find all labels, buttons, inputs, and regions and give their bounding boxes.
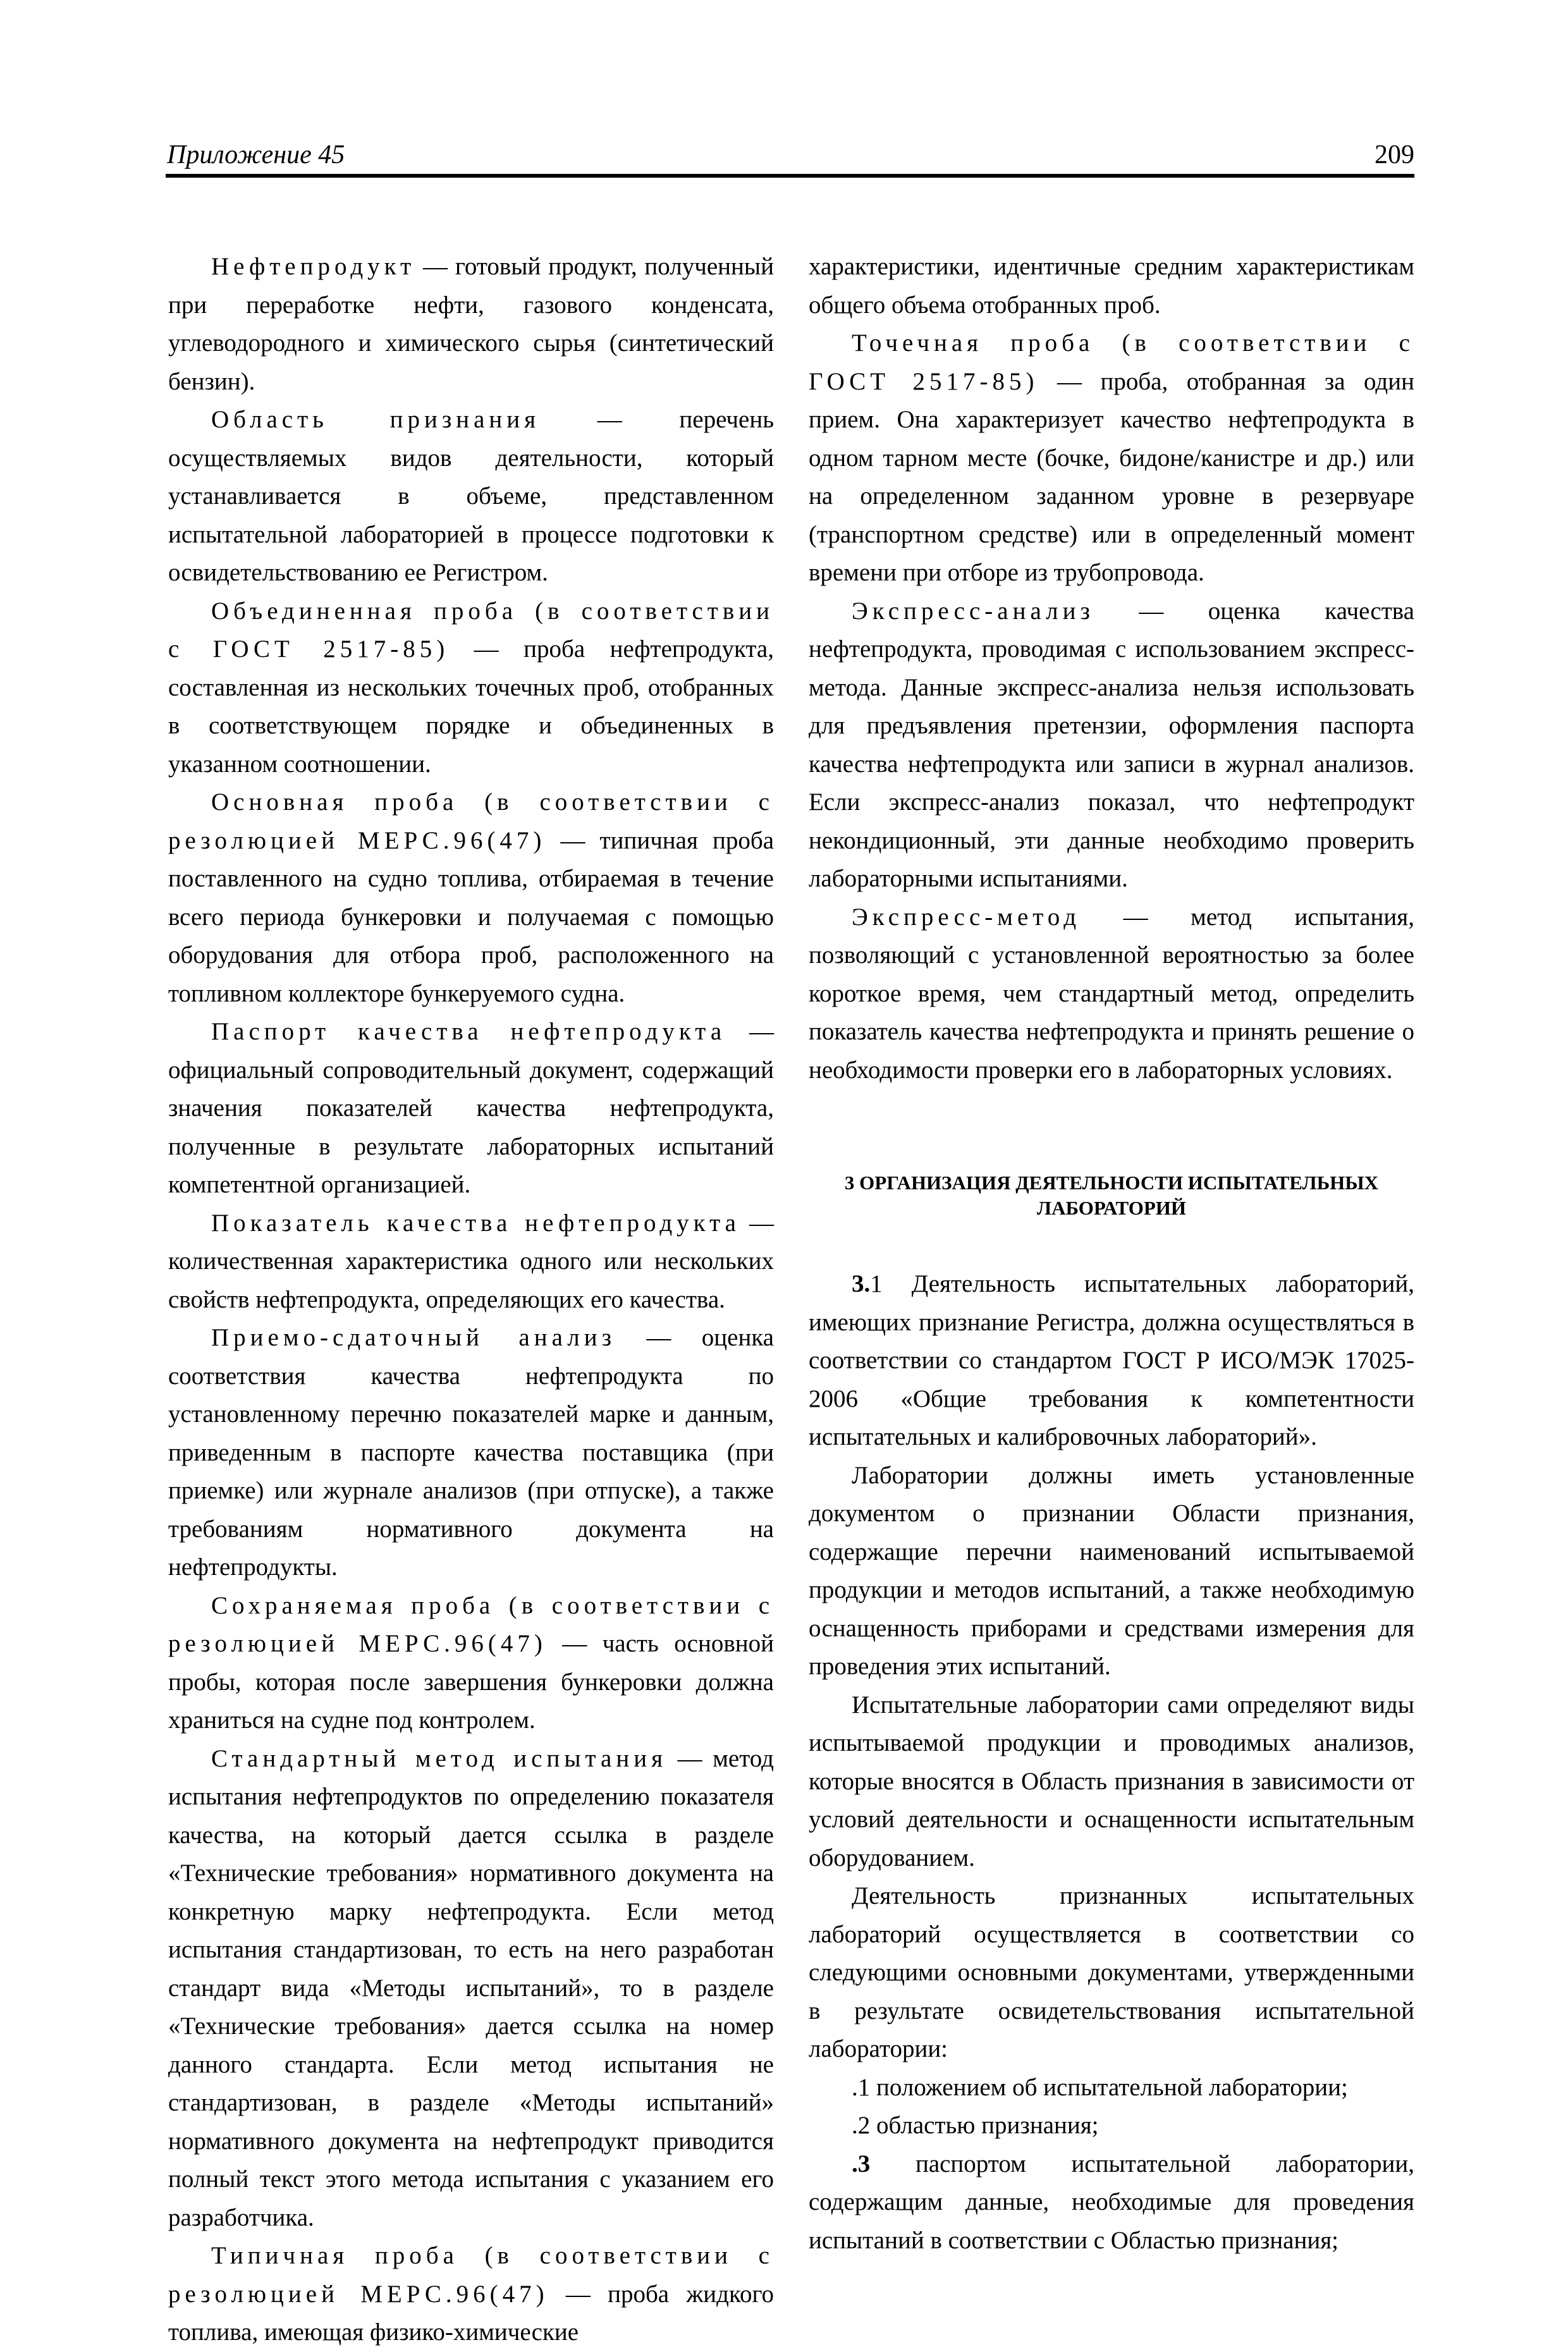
defined-term: Основная проба (в соответствии с резолюцией МЕРС.96(47): [168, 788, 774, 854]
definition-paragraph: [168, 1587, 774, 1740]
clause-text: 1 Деятельность испытательных лабораторий, имеющих признание Регистра, должна осуществляться в соответствии со стандартом ГОСТ Р ИСО/МЭК 17025-2006 «Общие требования к компетентности испытательных и калибровочных лабораторий».: [809, 1270, 1414, 1450]
list-item: [809, 2107, 1414, 2145]
section-heading: 3 ОРГАНИЗАЦИЯ ДЕЯТЕЛЬНОСТИ ИСПЫТАТЕЛЬНЫХ ЛАБОРАТОРИЙ: [844, 1172, 1379, 1219]
definition-paragraph: [168, 1740, 774, 2238]
definition-text: — часть основной пробы, которая после завершения бункеровки должна храниться на судне под контролем.: [168, 1630, 774, 1734]
definition-text: — проба, отобранная за один прием. Она характеризует качество нефтепродукта в одном тарном месте (бочке, бидоне/канистре и др.) или на определенном заданном уровне в резервуаре (транспортном средстве) или в определенный момент времени при отборе из трубопровода.: [809, 367, 1414, 586]
definition-text: — официальный сопроводительный документ, содержащий значения показателей качества нефтепродукта, полученные в результате лабораторных испытаний компетентной организацией.: [168, 1018, 774, 1198]
defined-term: Точечная проба (в соответствии с ГОСТ 2517-85): [809, 329, 1414, 395]
body-paragraph: Испытательные лаборатории сами определяют виды испытываемой продукции и проводимых анализов, которые вносятся в Область признания в зависимости от условий деятельности и оснащенности испытательным оборудованием.: [809, 1691, 1414, 1871]
defined-term: Экспресс-метод: [852, 903, 1081, 931]
definition-paragraph: [168, 1013, 774, 1204]
definition-text: — проба нефтепродукта, составленная из нескольких точечных проб, отобранных в соответствующем порядке и объединенных в указанном соотношении.: [168, 635, 774, 778]
definition-text: — оценка соответствия качества нефтепродукта по установленному перечню показателей марке и данным, приведенным в паспорте качества поставщика (при приемке) или журнале анализов (при отпуске), а также требованиям нормативного документа на нефтепродукты.: [168, 1324, 774, 1581]
continuation-paragraph: характеристики, идентичные средним характеристикам общего объема отобранных проб.: [809, 253, 1414, 319]
list-text: паспортом испытательной лаборатории, содержащим данные, необходимые для проведения испытаний в соответствии с Областью признания;: [809, 2150, 1414, 2254]
definition-paragraph: [168, 1204, 774, 1320]
definition-paragraph: [809, 898, 1414, 1090]
list-text: областью признания;: [870, 2112, 1099, 2139]
definition-text: — типичная проба поставленного на судно топлива, отбираемая в течение всего периода бункеровки и получаемая с помощью оборудования для отбора проб, расположенного на топливном коллекторе бункеруемого судна.: [168, 826, 775, 1007]
definition-text: — проба жидкого топлива, имеющая физико-химические: [168, 2280, 774, 2346]
list-item: [809, 2069, 1414, 2107]
definition-paragraph: [809, 592, 1414, 898]
defined-term: Сохраняемая проба (в соответствии с резолюцией МЕРС.96(47): [168, 1591, 774, 1657]
list-item: [809, 2145, 1414, 2260]
header-title: Приложение 45: [167, 140, 345, 169]
definition-paragraph: [168, 401, 774, 592]
list-number: .1: [852, 2073, 871, 2101]
definition-text: — метод испытания нефтепродуктов по определению показателя качества, на который дается ссылка в разделе «Технические требования» нормативного документа на конкретную марку нефтепродукта. Если метод испытания стандартизован, то есть на него разработан стандарт вида «Методы испытаний», то в разделе «Технические требования» дается ссылка на номер данного стандарта. Если метод испытания не стандартизован, в разделе «Методы испытаний» нормативного документа на нефтепродукт приводится полный текст этого метода испытания с указанием его разработчика.: [168, 1744, 774, 2231]
list-number: .2: [852, 2112, 871, 2139]
list-text: положением об испытательной лаборатории;: [870, 2073, 1348, 2101]
right-column: [809, 248, 1414, 2260]
definition-text: — готовый продукт, полученный при переработке нефти, газового конденсата, углеводородного и химического сырья (синтетический бензин).: [168, 253, 774, 395]
definition-paragraph: [168, 783, 774, 1013]
page-number: 209: [1375, 140, 1414, 169]
definitions-list: [809, 324, 1414, 1089]
defined-term: Типичная проба (в соответствии с резолюцией МЕРС.96(47): [168, 2242, 774, 2308]
defined-term: Экспресс-анализ: [852, 597, 1094, 625]
defined-term: Паспорт качества нефтепродукта: [211, 1018, 726, 1045]
clause-number: 3.: [852, 1270, 871, 1297]
defined-term: Нефтепродукт: [211, 253, 416, 280]
definition-text: — оценка качества нефтепродукта, проводимая с использованием экспресс-метода. Данные экспресс-анализа нельзя использовать для предъявления претензии, оформления паспорта качества нефтепродукта или записи в журнал анализов. Если экспресс-анализ показал, что нефтепродукт некондиционный, эти данные необходимо проверить лабораторными испытаниями.: [809, 597, 1414, 892]
body-paragraph: Лаборатории должны иметь установленные документом о признании Области признания, содержащие перечни наименований испытываемой продукции и методов испытаний, а также необходимую оснащенность приборами и средствами измерения для проведения этих испытаний.: [809, 1461, 1414, 1680]
defined-term: Объединенная проба (в соответствии с ГОСТ 2517-85): [168, 597, 774, 663]
left-column: [168, 248, 774, 2352]
defined-term: Приемо-сдаточный анализ: [211, 1324, 616, 1351]
definition-paragraph: [168, 1319, 774, 1587]
definition-text: — метод испытания, позволяющий с установленной вероятностью за более короткое время, чем стандартный метод, определить показатель качества нефтепродукта и принять решение о необходимости проверки его в лабораторных условиях.: [809, 903, 1414, 1084]
definition-paragraph: [168, 2237, 774, 2352]
running-header: [166, 136, 1414, 178]
clause-3-1: [809, 1265, 1414, 1457]
body-paragraph: Деятельность признанных испытательных лабораторий осуществляется в соответствии со следующими основными документами, утвержденными в результате освидетельствования испытательной лаборатории:: [809, 1882, 1414, 2062]
definition-paragraph: [809, 324, 1414, 592]
defined-term: Область признания: [211, 406, 541, 433]
definition-text: — перечень осуществляемых видов деятельности, который устанавливается в объеме, представленном испытательной лабораторией в процессе подготовки к освидетельствованию ее Регистром.: [168, 406, 774, 586]
defined-term: Показатель качества нефтепродукта: [211, 1209, 740, 1237]
defined-term: Стандартный метод испытания: [211, 1744, 668, 1772]
definition-paragraph: [168, 248, 774, 401]
definition-paragraph: [168, 592, 774, 784]
list-number: .3: [852, 2150, 871, 2177]
definition-text: — количественная характеристика одного или нескольких свойств нефтепродукта, определяющих его качества.: [168, 1209, 775, 1313]
